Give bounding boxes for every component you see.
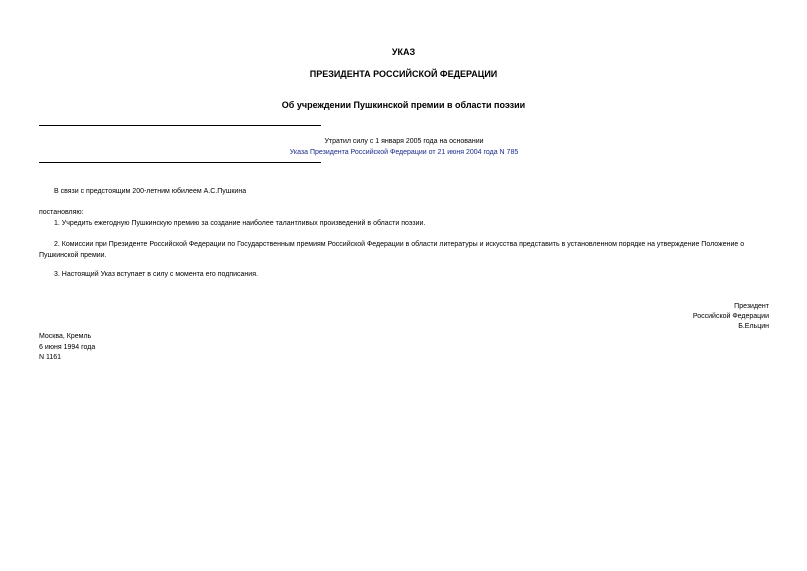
signature-country: Российской Федерации — [692, 313, 769, 320]
repeal-decree-link[interactable]: Указа Президента Российской Федерации от 21 июня 2004 года N 785 — [289, 149, 519, 156]
repeal-note: Утратил силу с 1 января 2005 года на основании — [324, 138, 484, 145]
repeal-link-line — [39, 149, 769, 156]
document-heading: Об учреждении Пушкинской премии в области поэзии — [281, 100, 526, 110]
clause-2: 2. Комиссии при Президенте Российской Федерации по Государственным премиям Российской Федерации в области литературы и искусства представить в установленном порядке на утверждение Положение о Пушкинской премии. — [39, 241, 745, 259]
clause-3: 3. Настоящий Указ вступает в силу с момента его подписания. — [54, 271, 258, 278]
signing-date: 6 июня 1994 года — [39, 344, 96, 351]
signing-place: Москва, Кремль — [39, 333, 92, 340]
signature-name: Б.Ельцин — [738, 323, 769, 330]
document-title: УКАЗ — [391, 47, 416, 57]
resolve-paragraph: постановляю: — [39, 209, 84, 216]
divider-top — [39, 125, 321, 126]
preamble-paragraph: В связи с предстоящим 200-летним юбилеем А.С.Пушкина — [54, 188, 247, 195]
clause-1: 1. Учредить ежегодную Пушкинскую премию за создание наиболее талантливых произведений в области поэзии. — [54, 220, 426, 227]
decree-number: N 1161 — [39, 354, 62, 361]
divider-bottom — [39, 162, 321, 163]
signature-position: Президент — [734, 303, 769, 310]
document-issuer: ПРЕЗИДЕНТА РОССИЙСКОЙ ФЕДЕРАЦИИ — [309, 69, 498, 79]
